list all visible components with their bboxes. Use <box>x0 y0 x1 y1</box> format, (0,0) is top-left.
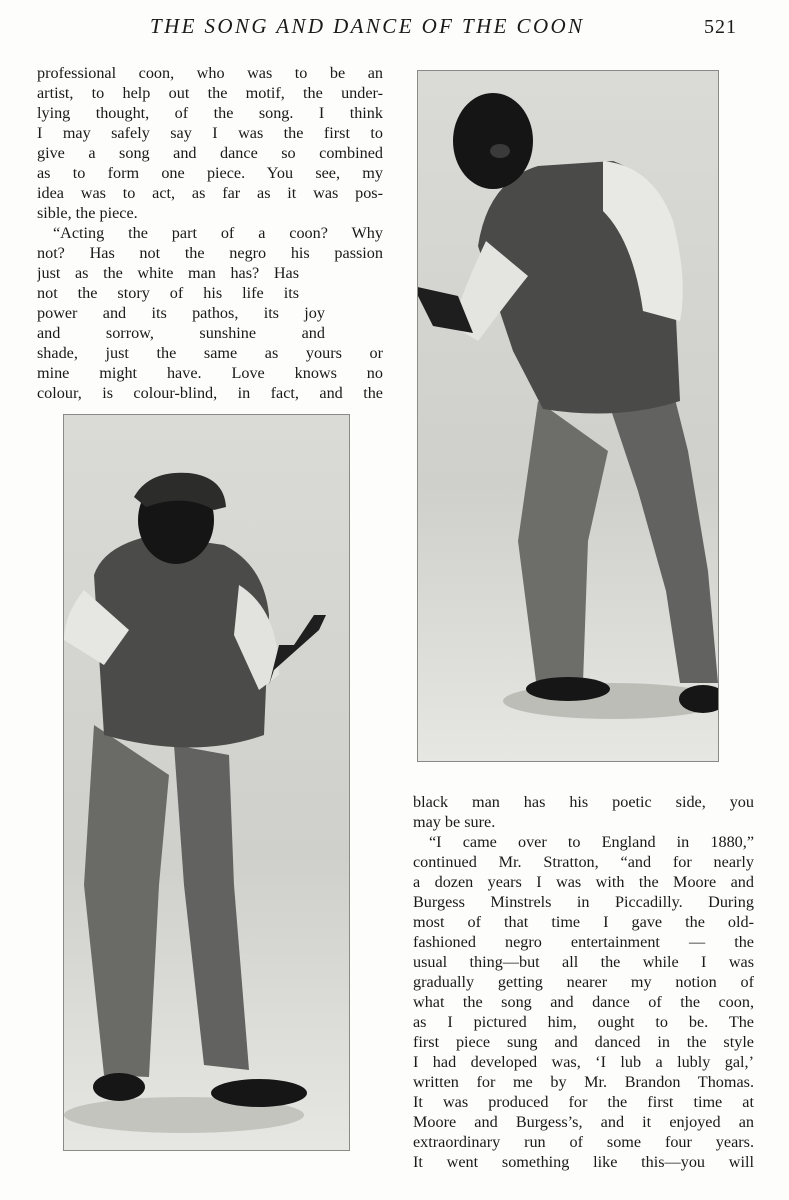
text-line: what the song and dance of the coon, <box>413 993 754 1011</box>
text-line: not the story of his life its <box>37 284 299 302</box>
text-line: usual thing—but all the while I was <box>413 953 754 971</box>
text-line: professional coon, who was to be an <box>37 64 383 82</box>
text-line: as I pictured him, ought to be. The <box>413 1013 754 1031</box>
text-line: mine might have. Love knows no <box>37 364 383 382</box>
text-line: “Acting the part of a coon? Why <box>53 224 383 242</box>
text-line: a dozen years I was with the Moore and <box>413 873 754 891</box>
column-top <box>37 63 383 403</box>
text-line: I may safely say I was the first to <box>37 124 383 142</box>
text-line: first piece sung and danced in the style <box>413 1033 754 1051</box>
running-head: THE SONG AND DANCE OF THE COON <box>150 14 585 38</box>
text-line: artist, to help out the motif, the under- <box>37 84 383 102</box>
text-line: written for me by Mr. Brandon Thomas. <box>413 1073 754 1091</box>
text-line: continued Mr. Stratton, “and for nearly <box>413 853 754 871</box>
photo-performer-thumb <box>63 414 350 1151</box>
text-line: just as the white man has? Has <box>37 264 299 282</box>
text-line: “I came over to England in 1880,” <box>429 833 754 851</box>
text-line: fashioned negro entertainment — the <box>413 933 754 951</box>
performer-pointing-figure <box>418 71 718 761</box>
performer-thumb-figure <box>64 415 349 1150</box>
text-line: give a song and dance so combined <box>37 144 383 162</box>
text-line: gradually getting nearer my notion of <box>413 973 754 991</box>
text-line: lying thought, of the song. I think <box>37 104 383 122</box>
text-line: colour, is colour-blind, in fact, and the <box>37 384 383 402</box>
text-line: shade, just the same as yours or <box>37 344 383 362</box>
page-number: 521 <box>704 16 737 38</box>
text-line: black man has his poetic side, you <box>413 793 754 811</box>
text-line: It was produced for the first time at <box>413 1093 754 1111</box>
text-line: I had developed was, ‘I lub a lubly gal,’ <box>413 1053 754 1071</box>
text-line: may be sure. <box>413 813 496 831</box>
text-line: Moore and Burgess’s, and it enjoyed an <box>413 1113 754 1131</box>
column-bottom <box>413 792 754 1172</box>
text-line: as to form one piece. You see, my <box>37 164 383 182</box>
text-line: sible, the piece. <box>37 204 138 222</box>
text-line: It went something like this—you will <box>413 1153 754 1171</box>
text-line: power and its pathos, its joy <box>37 304 325 322</box>
text-line: most of that time I gave the old- <box>413 913 754 931</box>
text-line: Burgess Minstrels in Piccadilly. During <box>413 893 754 911</box>
text-line: and sorrow, sunshine and <box>37 324 325 342</box>
photo-performer-pointing <box>417 70 719 762</box>
text-line: extraordinary run of some four years. <box>413 1133 754 1151</box>
text-line: not? Has not the negro his passion <box>37 244 383 262</box>
text-line: idea was to act, as far as it was pos- <box>37 184 383 202</box>
